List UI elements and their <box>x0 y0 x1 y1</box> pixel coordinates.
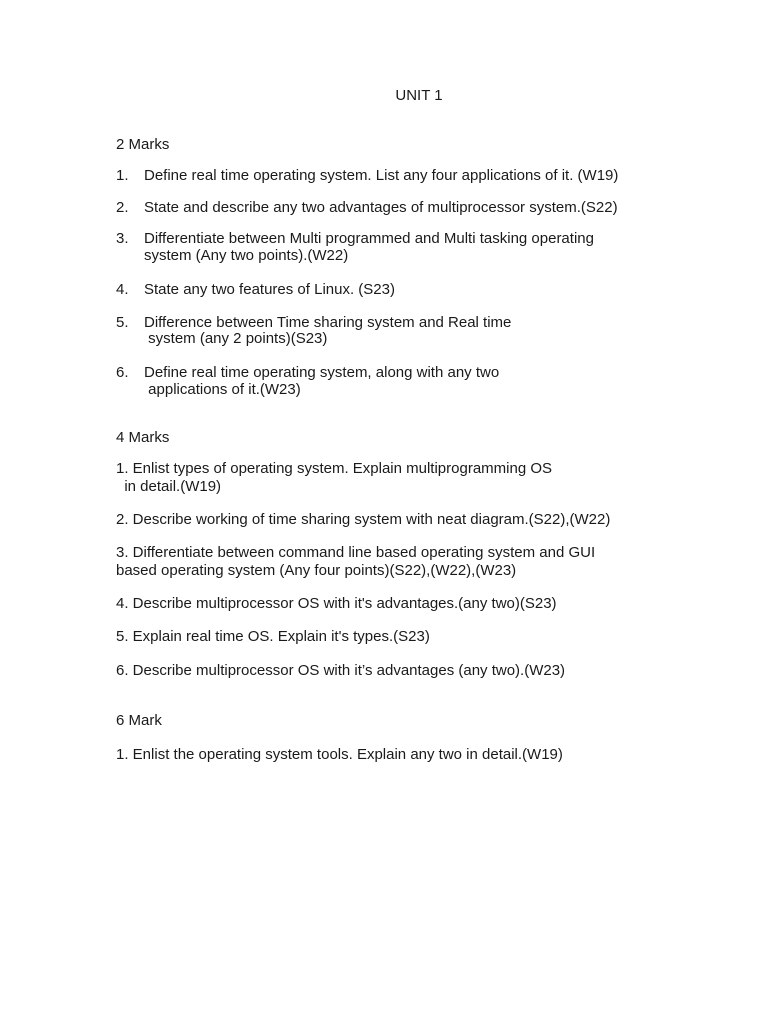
question-text: 3. Differentiate between command line based operating system and GUI <box>116 544 596 561</box>
question-number: 3. <box>116 230 129 247</box>
section-heading-4-marks: 4 Marks <box>116 429 170 446</box>
section-heading-2-marks: 2 Marks <box>116 136 170 153</box>
section-heading-6-mark: 6 Mark <box>116 712 162 729</box>
question-text: Differentiate between Multi programmed and Multi tasking operating <box>144 230 594 247</box>
question-number: 2. <box>116 199 129 216</box>
question-text: 6. Describe multiprocessor OS with it’s advantages (any two).(W23) <box>116 662 566 679</box>
question-text: Difference between Time sharing system and Real time <box>144 314 512 331</box>
page-title: UNIT 1 <box>395 87 443 104</box>
question-number: 4. <box>116 281 129 298</box>
question-text: 5. Explain real time OS. Explain it's types.(S23) <box>116 628 430 645</box>
question-text: State any two features of Linux. (S23) <box>144 281 395 298</box>
question-number: 1. <box>116 167 129 184</box>
question-text-continued: system (any 2 points)(S23) <box>144 330 328 347</box>
question-text: 1. Enlist types of operating system. Explain multiprogramming OS <box>116 460 553 477</box>
question-text-continued: in detail.(W19) <box>116 478 222 495</box>
question-text-continued: applications of it.(W23) <box>144 381 301 398</box>
question-text: State and describe any two advantages of multiprocessor system.(S22) <box>144 199 618 216</box>
question-number: 5. <box>116 314 129 331</box>
question-text: 4. Describe multiprocessor OS with it's advantages.(any two)(S23) <box>116 595 557 612</box>
question-text: Define real time operating system, along with any two <box>144 364 500 381</box>
question-text: 1. Enlist the operating system tools. Explain any two in detail.(W19) <box>116 746 563 763</box>
question-text-continued: system (Any two points).(W22) <box>144 247 349 264</box>
question-text-continued: based operating system (Any four points)(S22),(W22),(W23) <box>116 562 517 579</box>
question-number: 6. <box>116 364 129 381</box>
question-text: Define real time operating system. List any four applications of it. (W19) <box>144 167 619 184</box>
question-text: 2. Describe working of time sharing system with neat diagram.(S22),(W22) <box>116 511 611 528</box>
